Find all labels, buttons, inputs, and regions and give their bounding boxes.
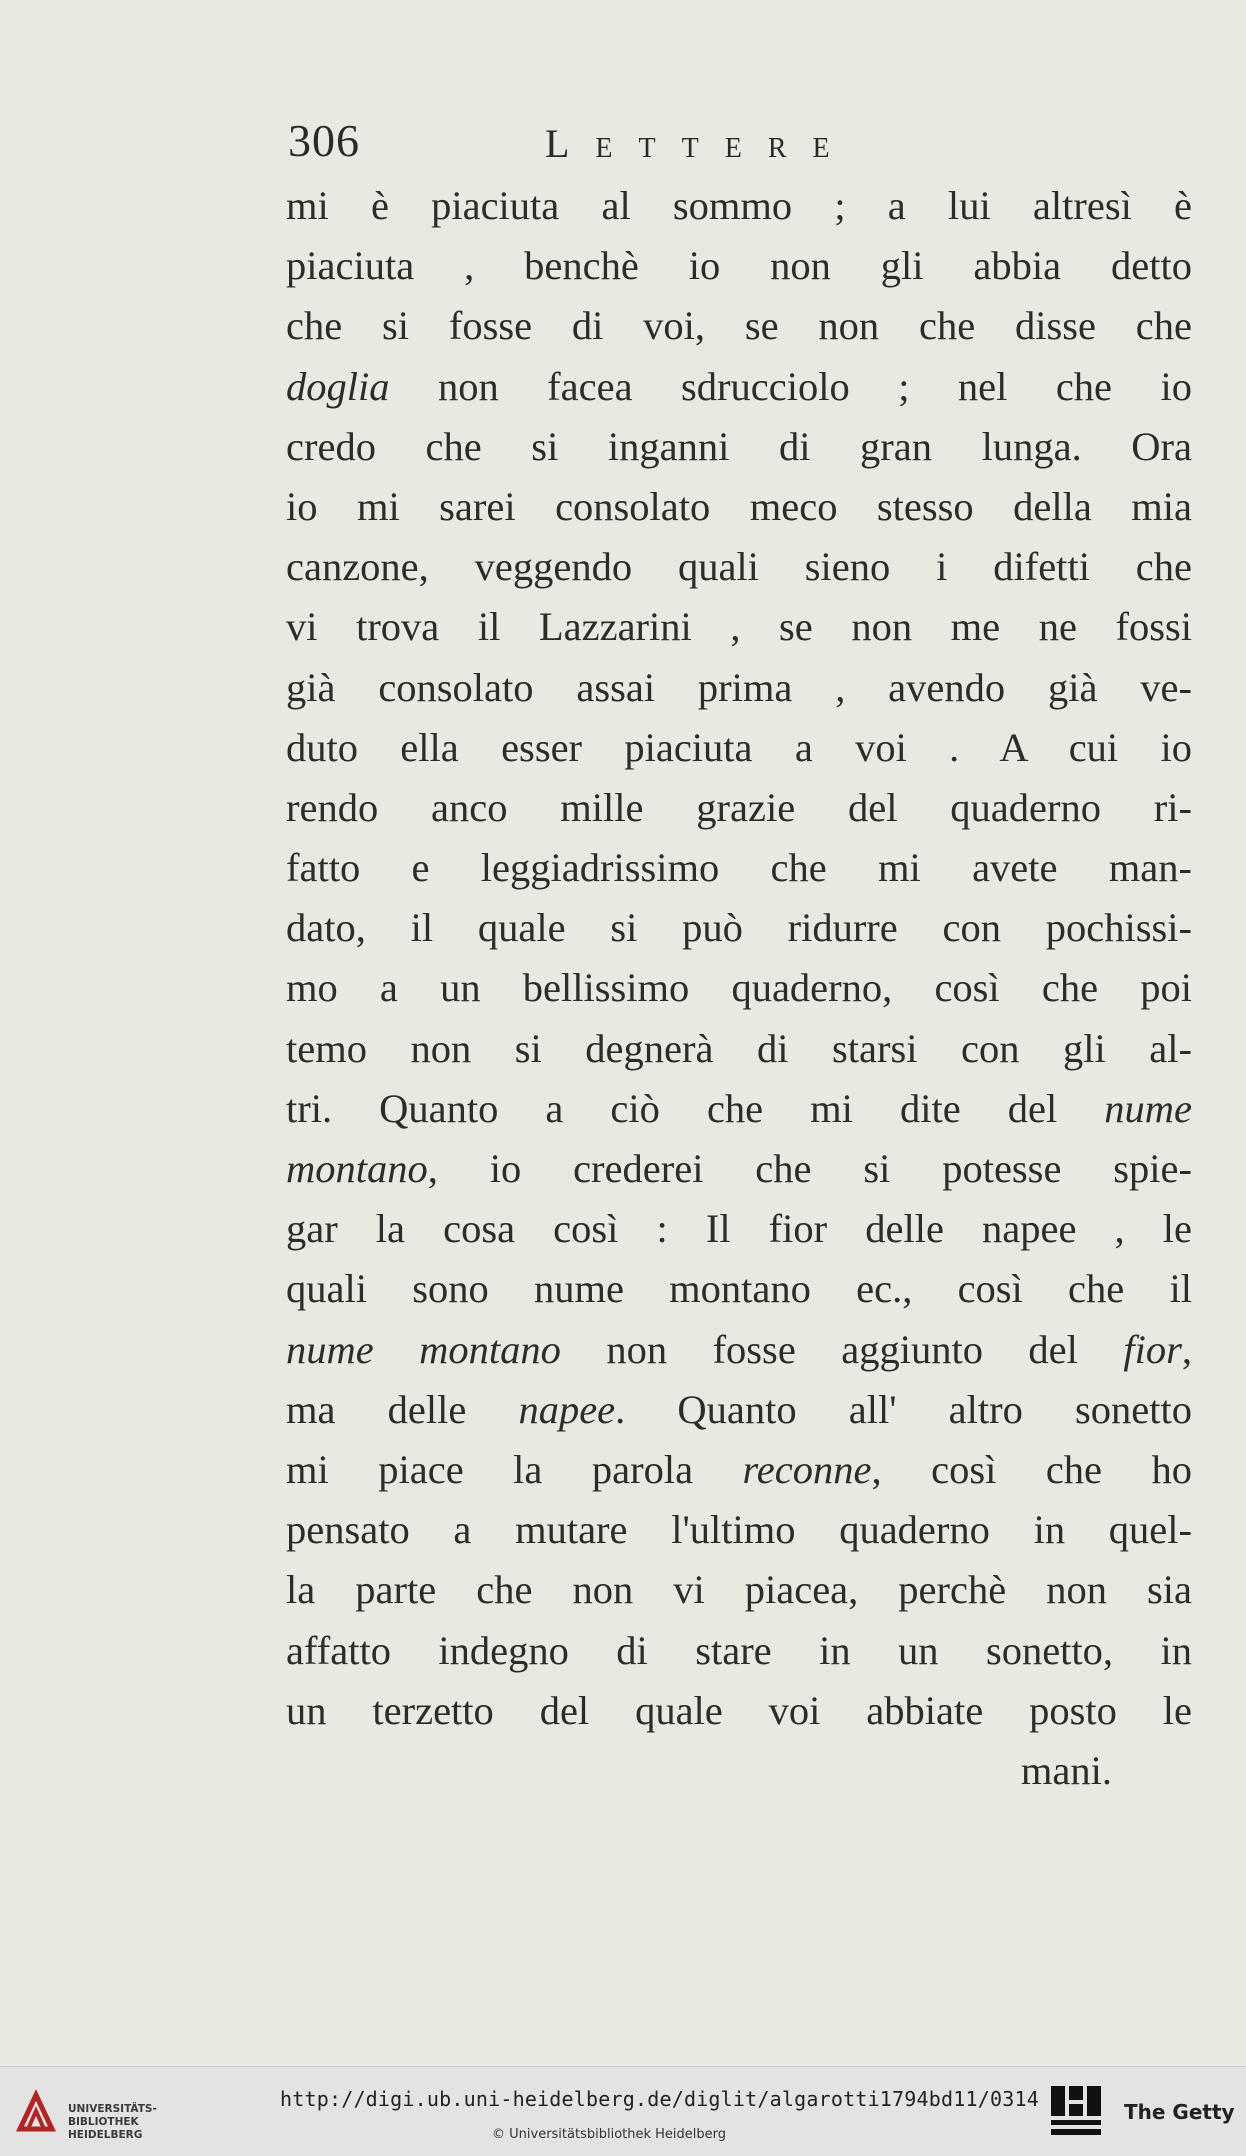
getty-logo[interactable] <box>1048 2083 1238 2143</box>
text-line <box>286 1079 1192 1139</box>
text-span: , io crederei che si potesse spie- <box>427 1146 1192 1191</box>
text-span: tri. Quanto a ciò che mi dite del <box>286 1085 1105 1131</box>
university-seal-icon <box>12 2089 60 2137</box>
text-line: vi trova il Lazzarini , se non me ne fossi <box>286 604 1192 650</box>
text-line: mi è piaciuta al sommo ; a lui altresì è <box>286 183 1192 228</box>
text-span: non fosse aggiunto del <box>560 1326 1124 1372</box>
text-line: temo non si degnerà di starsi con gli al- <box>286 1025 1192 1071</box>
text-span: , <box>1181 1326 1192 1372</box>
text-line: pensato a mutare l'ultimo quaderno in quel- <box>286 1507 1192 1553</box>
text-line: canzone, veggendo quali sieno i difetti che <box>286 544 1192 590</box>
text-line: io mi sarei consolato meco stesso della mia <box>286 483 1192 529</box>
text-span: , così che ho <box>871 1446 1192 1492</box>
text-line: la parte che non vi piacea, perchè non sia <box>286 1567 1192 1613</box>
text-line: mani. <box>1020 1747 1112 1793</box>
text-span: non facea sdrucciolo ; nel che io <box>389 363 1192 409</box>
italic-text: reconne <box>742 1446 872 1492</box>
text-line: credo che si inganni di gran lunga. Ora <box>286 423 1192 469</box>
italic-text: doglia <box>286 363 390 409</box>
getty-name: The Getty <box>1124 2100 1235 2124</box>
text-line: affatto indegno di stare in un sonetto, in <box>286 1627 1192 1673</box>
body-text <box>286 176 1192 1801</box>
permalink-url[interactable]: http://digi.ub.uni-heidelberg.de/diglit/algarotti1794bd11/0314 <box>280 2087 1039 2111</box>
text-line: già consolato assai prima , avendo già ve- <box>286 664 1192 710</box>
italic-text: napee <box>518 1386 616 1432</box>
italic-text: fior <box>1123 1326 1182 1372</box>
text-line: quali sono nume montano ec., così che il <box>286 1266 1192 1312</box>
running-title: Lettere <box>545 121 856 166</box>
text-line <box>286 357 1192 417</box>
page-number: 306 <box>288 115 360 166</box>
text-line <box>286 1380 1192 1440</box>
text-line: un terzetto del quale voi abbiate posto le <box>286 1687 1192 1733</box>
text-span: . Quanto all' altro sonetto <box>615 1386 1193 1432</box>
text-line: duto ella esser piaciuta a voi . A cui io <box>286 724 1192 770</box>
getty-mark-icon <box>1048 2083 1104 2139</box>
page-header <box>288 112 1246 172</box>
text-span: mi piace la parola <box>286 1446 743 1492</box>
text-line <box>286 1139 1192 1199</box>
italic-text: nume <box>1104 1085 1192 1131</box>
text-span: ma delle <box>286 1386 519 1432</box>
text-line: che si fosse di voi, se non che disse che <box>286 303 1192 349</box>
italic-text: montano <box>286 1146 428 1191</box>
copyright-notice: © Universitätsbibliothek Heidelberg <box>492 2127 727 2142</box>
text-line <box>286 1320 1192 1380</box>
text-line: piaciuta , benchè io non gli abbia detto <box>286 243 1192 289</box>
text-line: fatto e leggiadrissimo che mi avete man- <box>286 845 1192 891</box>
text-line: dato, il quale si può ridurre con pochissi- <box>286 905 1192 951</box>
italic-text: nume montano <box>286 1326 561 1372</box>
footer-bar <box>0 2066 1246 2156</box>
text-line: rendo anco mille grazie del quaderno ri- <box>286 784 1192 830</box>
institution-name: UNIVERSITÄTS- BIBLIOTHEK HEIDELBERG <box>68 2103 157 2141</box>
text-line: mo a un bellissimo quaderno, così che poi <box>286 965 1192 1011</box>
text-line: gar la cosa così : Il fior delle napee , le <box>286 1206 1192 1252</box>
university-library-logo[interactable] <box>12 2085 162 2140</box>
text-line <box>286 1440 1192 1500</box>
